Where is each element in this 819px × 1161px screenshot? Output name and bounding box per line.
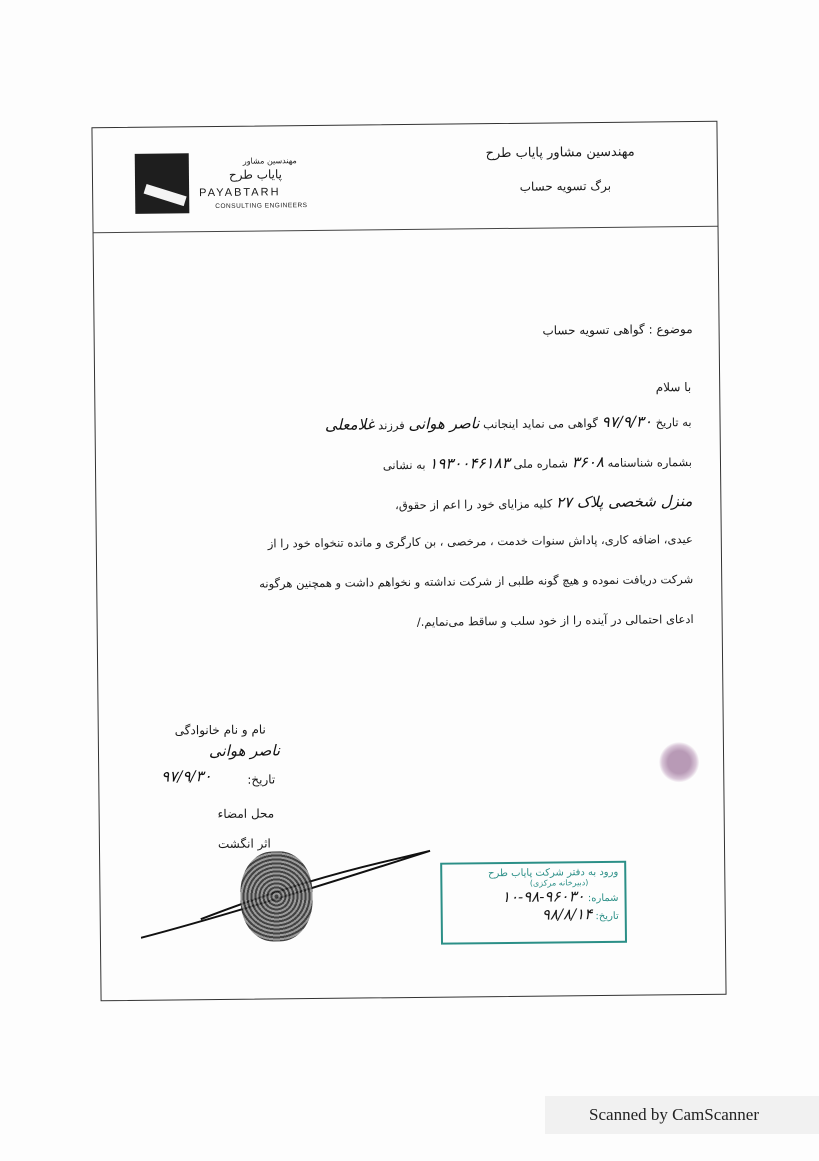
company-name: مهندسین مشاور پایاب طرح <box>485 144 635 162</box>
stamp-date: ۹۸/۸/۱۴ <box>541 905 593 924</box>
company-logo <box>135 153 190 214</box>
line1-c: فرزند <box>378 418 405 433</box>
line1-a: به تاریخ <box>655 415 692 430</box>
letterhead <box>92 122 717 234</box>
form-name: برگ تسویه حساب <box>519 178 612 194</box>
line2-c: به نشانی <box>382 457 426 473</box>
fingerprint <box>240 851 313 942</box>
letter-line-2 <box>383 452 692 473</box>
logo-fa: پایاب طرح <box>228 167 283 182</box>
line1-father: غلامعلی <box>324 415 375 434</box>
letter-line-1 <box>325 412 692 434</box>
finger-label: اثر انگشت <box>217 836 271 852</box>
stamp-number: ۹۶۰۳۰-۹۸-۱۰ <box>501 887 585 907</box>
sign-label: محل امضاء <box>217 806 275 822</box>
line1-name: ناصر هوانی <box>408 414 480 433</box>
line1-date: ۹۷/۹/۳۰ <box>601 412 653 431</box>
scanner-watermark: Scanned by CamScanner <box>589 1105 759 1124</box>
line2-b: شماره ملی <box>513 456 569 471</box>
letter-line-6: ادعای احتمالی در آینده را از خود سلب و ساقط می‌نمایم./ <box>416 612 694 629</box>
greeting: با سلام <box>655 380 692 395</box>
letter-line-5: شرکت دریافت نموده و هیچ گونه طلبی از شرکت نداشته و نخواهم داشت و همچنین هرگونه <box>259 572 694 591</box>
line2-id: ۳۶۰۸ <box>571 452 605 472</box>
line2-a: بشماره شناسنامه <box>607 455 693 470</box>
name-label: نام و نام خانوادگی <box>174 722 266 738</box>
logo-subtitle: CONSULTING ENGINEERS <box>215 202 308 211</box>
ink-seal <box>659 742 699 782</box>
stamp-date-label: تاریخ: <box>595 910 619 923</box>
line3-b: کلیه مزایای خود را اعم از حقوق، <box>395 496 553 513</box>
letter-line-3 <box>395 492 692 513</box>
name-value: ناصر هوانی <box>208 741 281 761</box>
stamp-number-label: شماره: <box>587 892 619 905</box>
date-value: ۹۷/۹/۳۰ <box>161 767 212 786</box>
letter-line-4: عیدی، اضافه کاری، پاداش سنوات خدمت ، مرخصی ، بن کارگری و مانده تنخواه خود را از <box>267 532 693 551</box>
line1-b: گواهی می نماید اینجانب <box>483 416 599 432</box>
stamp-title: ورود به دفتر شرکت پایاب طرح <box>487 866 619 880</box>
receipt-stamp <box>440 861 627 945</box>
stamp-subtitle: (دبیرخانه مرکزی) <box>529 878 589 888</box>
logo-en: PAYABTARH <box>199 186 281 200</box>
logo-fa-small: مهندسین مشاور <box>242 156 297 166</box>
line2-national: ۱۹۳۰۰۴۶۱۸۳ <box>429 453 510 473</box>
subject: موضوع : گواهی تسویه حساب <box>542 322 693 338</box>
letter-page <box>91 121 726 1002</box>
date-label: تاریخ: <box>247 772 276 787</box>
line3-address: منزل شخصی پلاک ۲۷ <box>555 492 693 512</box>
